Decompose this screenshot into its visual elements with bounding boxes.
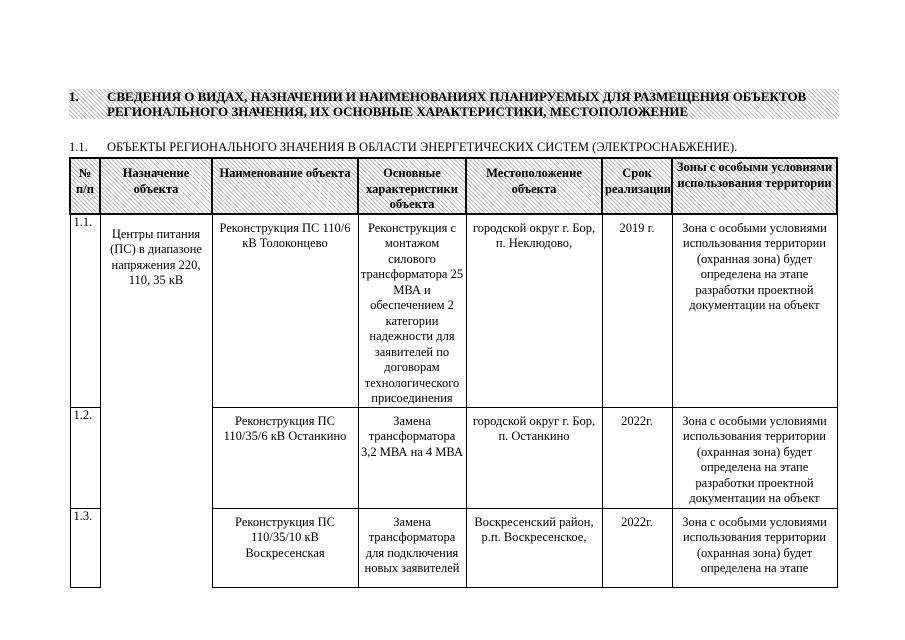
object-purpose: Центры питания (ПС) в диапазоне напряжения 220, 110, 35 кВ [100, 214, 212, 588]
row-number: 1.3. [70, 508, 100, 587]
object-term: 2022г. [602, 508, 672, 587]
object-term: 2022г. [602, 407, 672, 508]
row-number: 1.2. [70, 407, 100, 508]
object-zones: Зона с особыми условиями использования территории (охранная зона) будет определена на этапе разработки проектной документации на объект [672, 214, 837, 408]
object-term: 2019 г. [602, 214, 672, 408]
row-number: 1.1. [70, 214, 100, 408]
object-name: Реконструкция ПС 110/6 кВ Толоконцево [212, 214, 358, 408]
section-number: 1. [69, 89, 79, 104]
header-number: № п/п [70, 158, 100, 214]
object-zones: Зона с особыми условиями использования территории (охранная зона) будет определена на этапе [672, 508, 837, 587]
objects-table [69, 157, 838, 588]
object-characteristics: Реконструкция с монтажом силового трансформатора 25 МВА и обеспечением 2 категории надежности для заявителей по договорам технологического присоединения [358, 214, 466, 408]
header-term: Срок реализации [602, 158, 672, 214]
header-purpose: Назначение объекта [100, 158, 212, 214]
object-zones: Зона с особыми условиями использования территории (охранная зона) будет определена на этапе разработки проектной документации на объект [672, 407, 837, 508]
header-zones: Зоны с особыми условиями использования территории [672, 158, 837, 214]
table-row [70, 214, 837, 408]
header-name: Наименование объекта [212, 158, 358, 214]
section-title-line-1: СВЕДЕНИЯ О ВИДАХ, НАЗНАЧЕНИИ И НАИМЕНОВАНИЯХ ПЛАНИРУЕМЫХ ДЛЯ РАЗМЕЩЕНИЯ ОБЪЕКТОВ [107, 89, 807, 104]
table-header-row [70, 158, 837, 214]
subsection-title: ОБЪЕКТЫ РЕГИОНАЛЬНОГО ЗНАЧЕНИЯ В ОБЛАСТИ ЭНЕРГЕТИЧЕСКИХ СИСТЕМ (ЭЛЕКТРОСНАБЖЕНИЕ). [107, 140, 738, 154]
subsection-number: 1.1. [69, 140, 88, 154]
header-location: Местоположение объекта [466, 158, 602, 214]
section-title-line-2: РЕГИОНАЛЬНОГО ЗНАЧЕНИЯ, ИХ ОСНОВНЫЕ ХАРАКТЕРИСТИКИ, МЕСТОПОЛОЖЕНИЕ [107, 104, 689, 119]
object-location: городской округ г. Бор, п. Останкино [466, 407, 602, 508]
section-heading [69, 89, 839, 119]
object-characteristics: Замена трансформатора 3,2 МВА на 4 МВА [358, 407, 466, 508]
object-location: городской округ г. Бор, п. Неклюдово, [466, 214, 602, 408]
header-characteristics: Основные характеристики объекта [358, 158, 466, 214]
object-name: Реконструкция ПС 110/35/6 кВ Останкино [212, 407, 358, 508]
object-characteristics: Замена трансформатора для подключения новых заявителей [358, 508, 466, 587]
object-name: Реконструкция ПС 110/35/10 кВ Воскресенская [212, 508, 358, 587]
object-location: Воскресенский район, р.п. Воскресенское, [466, 508, 602, 587]
